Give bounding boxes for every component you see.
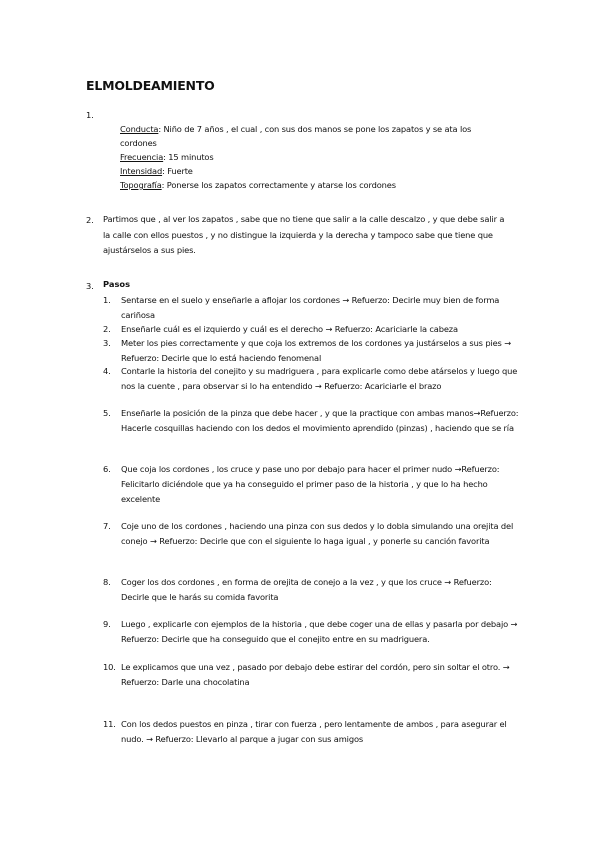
step-text: Sentarse en el suelo y enseñarle a aflojar los cordones → Refuerzo: Decirle muy bien de forma cariñosa (121, 295, 500, 320)
conducta-text: : Niño de 7 años , el cual , con sus dos manos se pone los zapatos y se ata los (158, 124, 472, 134)
step-text: Luego , explicarle con ejemplos de la historia , que debe coger una de ellas y pasarla por debajo → Refuerzo: Decirle que ha conseguido que el conejito entre en su madriguera. (121, 619, 518, 644)
section-2-number: 2. (86, 215, 94, 225)
topografia-line (120, 180, 396, 190)
conducta-label: Conducta (120, 124, 159, 134)
step-number: 9. (103, 619, 111, 629)
step-text: Coger los dos cordones , en forma de orejita de conejo a la vez , y que los cruce → Refuerzo: Decirle que le harás su comida favorita (121, 577, 492, 602)
step-text: Enseñarle cuál es el izquierdo y cuál es el derecho → Refuerzo: Acariciarle la cabeza (121, 324, 458, 334)
step-text: Que coja los cordones , los cruce y pase uno por debajo para hacer el primer nudo →Refuerzo: Felicitarlo diciéndole que ya ha conseguido el primer paso de la historia , y que lo ha hecho excelente (121, 464, 500, 504)
document-title: ELMOLDEAMIENTO (86, 78, 215, 93)
step-text: Enseñarle la posición de la pinza que debe hacer , y que la practique con ambas manos→Refuerzo: Hacerle cosquillas haciendo con los dedos el movimiento aprendido (pinzas) , haciendo que se ría (121, 408, 519, 433)
intensidad-label: Intensidad (120, 166, 163, 176)
step-number: 6. (103, 464, 111, 474)
step-number: 11. (103, 719, 116, 729)
conducta-line-2: cordones (120, 138, 157, 148)
step-number: 5. (103, 408, 111, 418)
section-2-paragraph: Partimos que , al ver los zapatos , sabe que no tiene que salir a la calle descalzo , y que debe salir a la calle con ellos puestos , y no distingue la izquierda y la derecha y tampoco sabe que tiene que ajustárselos a sus pies. (103, 214, 505, 255)
intensidad-text: : Fuerte (162, 166, 193, 176)
step-text: Contarle la historia del conejito y su madriguera , para explicarle como debe atárselos y luego que nos la cuente , para observar si lo ha entendido → Refuerzo: Acariciarle el brazo (121, 366, 518, 391)
step-number: 2. (103, 324, 111, 334)
step-text: Coje uno de los cordones , haciendo una pinza con sus dedos y lo dobla simulando una orejita del conejo → Refuerzo: Decirle que con el siguiente lo haga igual , y ponerle su canción favorita (121, 521, 514, 546)
topografia-label: Topografía (120, 180, 162, 190)
pasos-heading: Pasos (103, 279, 131, 289)
topografia-text: : Ponerse los zapatos correctamente y atarse los cordones (161, 180, 396, 190)
step-number: 7. (103, 521, 111, 531)
frecuencia-text: : 15 minutos (163, 152, 214, 162)
frecuencia-label: Frecuencia (120, 152, 164, 162)
step-number: 1. (103, 295, 111, 305)
section-3-number: 3. (86, 281, 94, 291)
step-number: 4. (103, 366, 111, 376)
section-1-number: 1. (86, 110, 94, 120)
intensidad-line (120, 166, 193, 176)
step-number: 8. (103, 577, 111, 587)
step-text: Con los dedos puestos en pinza , tirar con fuerza , pero lentamente de ambos , para asegurar el nudo. → Refuerzo: Llevarlo al parque a jugar con sus amigos (121, 719, 507, 744)
step-number: 10. (103, 662, 116, 672)
conducta-line (120, 124, 471, 134)
step-number: 3. (103, 338, 111, 348)
frecuencia-line (120, 152, 214, 162)
step-text: Le explicamos que una vez , pasado por debajo debe estirar del cordón, pero sin soltar el otro. → Refuerzo: Darle una chocolatina (121, 662, 510, 687)
step-text: Meter los pies correctamente y que coja los extremos de los cordones ya justárselos a sus pies → Refuerzo: Decirle que lo está haciendo fenomenal (121, 338, 512, 363)
